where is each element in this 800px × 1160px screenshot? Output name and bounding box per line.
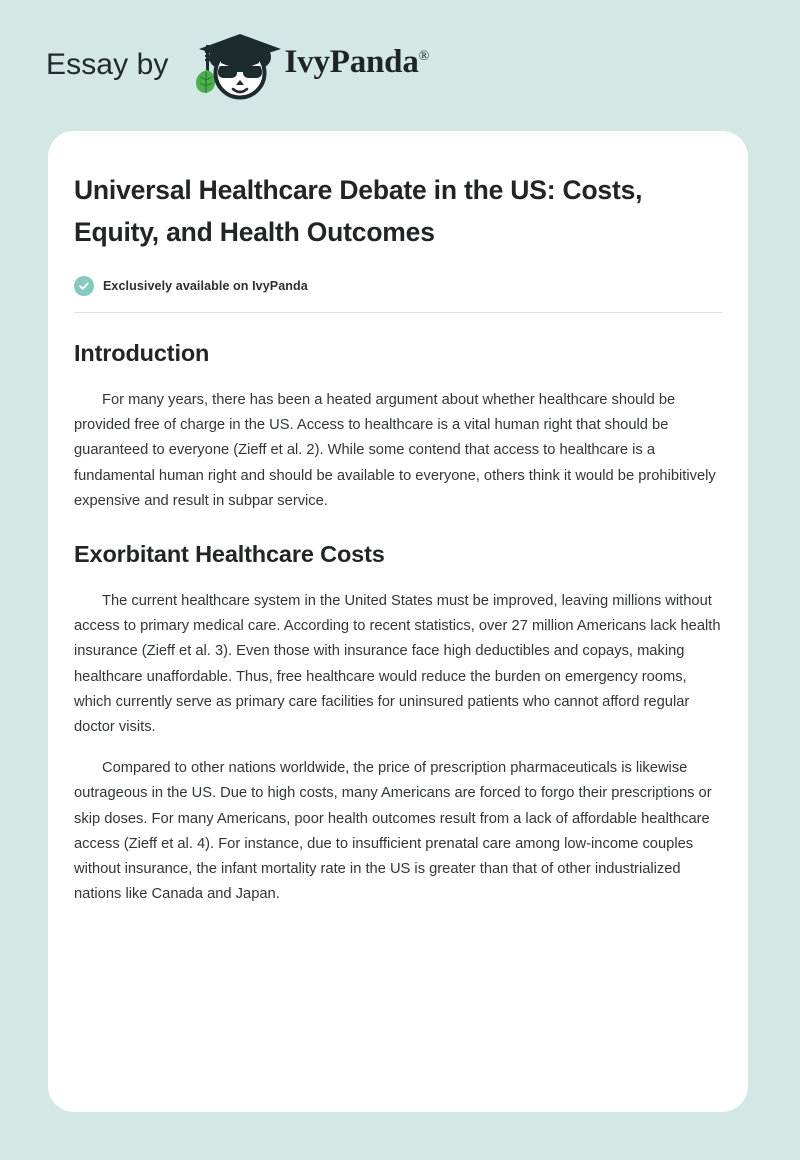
brand-name-text: IvyPanda (284, 44, 419, 80)
paragraph: For many years, there has been a heated argument about whether healthcare should be provided free of charge in the US. Access to healthcare is a vital human right that should be guaranteed to everyone (Zieff et al. 2). While some contend that access to healthcare is a fundamental human right and should be available to everyone, others think it would be prohibitively expensive and result in subpar service. (74, 392, 716, 509)
ivypanda-logo[interactable] (185, 30, 430, 102)
check-circle-icon (74, 276, 94, 296)
paragraph: Compared to other nations worldwide, the price of prescription pharmaceuticals is likewise outrageous in the US. Due to high costs, many Americans are forced to forgo their prescriptions or skip doses. For many Americans, poor health outcomes result from a lack of affordable healthcare access (Zieff et al. 4). For instance, due to insufficient prenatal care among low-income couples without insurance, the infant mortality rate in the US is greater than that of other industrialized nations like Canada and Japan. (74, 760, 712, 903)
essay-by-label: Essay by (46, 47, 169, 81)
section-heading-introduction: Introduction (74, 340, 210, 366)
brand-wordmark (285, 46, 430, 79)
registered-mark: ® (418, 49, 430, 64)
brand-header (0, 0, 800, 131)
section-heading-exorbitant-healthcare-costs: Exorbitant Healthcare Costs (74, 541, 385, 568)
paragraph: The current healthcare system in the United States must be improved, leaving millions without access to primary medical care. According to recent statistics, over 27 million Americans lack health insurance (Zieff et al. 3). Even those with insurance face high deductibles and copays, making healthcare unaffordable. Thus, free healthcare would reduce the burden on emergency rooms, which currently serve as primary care facilities for uninsured patients who cannot afford regular doctor visits. (74, 593, 721, 736)
exclusive-availability-badge (74, 276, 722, 296)
exclusive-availability-label: Exclusively available on IvyPanda (103, 279, 308, 293)
ivypanda-panda-logo-icon (185, 30, 289, 102)
header-divider (74, 312, 722, 313)
document-card (48, 131, 748, 1112)
page-title: Universal Healthcare Debate in the US: Costs, Equity, and Health Outcomes (74, 175, 643, 247)
